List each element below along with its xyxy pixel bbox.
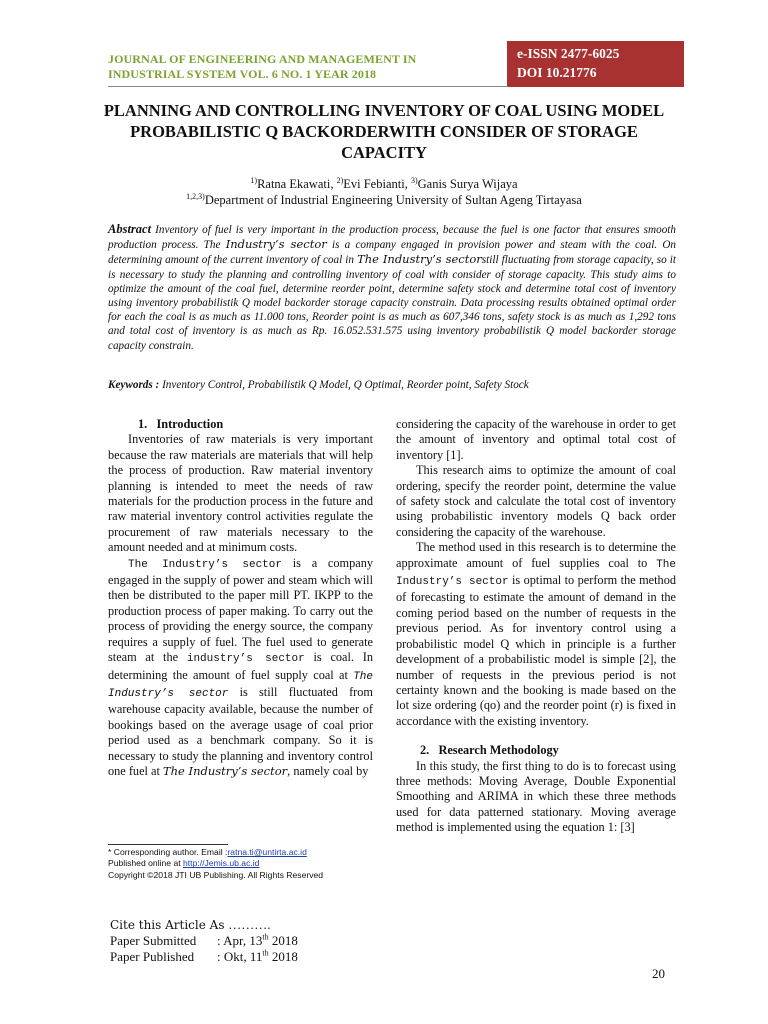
sector-name: The Industry’s sector — [108, 670, 373, 700]
footnote-published — [108, 858, 378, 869]
abstract-label: Abstract — [108, 222, 152, 236]
methodology-paragraph-1: In this study, the first thing to do is to forecast using three methods: Moving Average, Double Exponential Smoothing and ARIMA in which these three methods used for data patterned stationary. Moving average method is implemented using the equation 1: [3] — [396, 758, 676, 835]
journal-name — [108, 52, 498, 82]
intro-paragraph-2 — [108, 556, 373, 780]
submitted-date: : Apr, 13 — [217, 933, 263, 948]
footnotes — [108, 847, 378, 881]
published-year: 2018 — [268, 949, 298, 964]
right-column — [396, 417, 676, 836]
paper-title — [60, 100, 708, 163]
abstract — [108, 222, 676, 353]
section-2-heading: 2. Research Methodology — [420, 743, 559, 758]
journal-name-line1: JOURNAL OF ENGINEERING AND MANAGEMENT IN — [108, 52, 417, 66]
citation-block — [110, 917, 410, 965]
author1-sup: 1) — [250, 175, 258, 185]
sector-name: industry’s sector — [186, 653, 305, 666]
affiliation — [60, 192, 708, 208]
author1: Ratna Ekawati, — [257, 177, 337, 191]
submitted-label: Paper Submitted — [110, 933, 197, 948]
submitted-year: 2018 — [268, 933, 298, 948]
footnote-corresponding — [108, 847, 378, 858]
sector-name: The Industry’s sector — [396, 558, 676, 589]
submitted-row — [110, 933, 410, 949]
submitted-ordinal: th — [262, 932, 269, 942]
keywords-text: Inventory Control, Probabilistik Q Model, Q Optimal, Reorder point, Safety Stock — [159, 379, 529, 391]
footnote-corresponding-label: * Corresponding author. Email : — [108, 847, 228, 857]
doi-text: DOI 10.21776 — [517, 65, 597, 80]
author2-sup: 2) — [336, 175, 344, 185]
keywords-label: Keywords : — [108, 379, 160, 391]
intro-paragraph-1: Inventories of raw materials is very important because the raw materials are materials that will help the process of production. Raw material inventory planning is intended to meet the needs of raw materials for the production process in the future and raw material inventory control activities regulate the procurement of raw materials necessary to the amount needed and at minimum costs. — [108, 432, 373, 555]
title-line3: CAPACITY — [341, 143, 427, 162]
published-ordinal: th — [262, 948, 269, 958]
author-list — [60, 176, 708, 192]
title-line2: PROBABILISTIC Q BACKORDERWITH CONSIDER OF STORAGE — [130, 122, 638, 141]
footnote-copyright: Copyright ©2018 JTI UB Publishing. All Rights Reserved — [108, 869, 324, 880]
intro-paragraph-2-text-a: is a company engaged in the supply of power and steam which will then be distributed to the paper mill PT. IKPP to the production process of paper making. To carry out the process of providing the energy source, the company requires a supply of fuel. The fuel used to generate steam at the — [108, 555, 374, 665]
intro-paragraph-2-text-c: is still fluctuated from warehouse capacity available, because the number of bookings based on the average usage of coal prior period used as a benchmark company. So it is necessary to study the planning and inventory control one fuel at — [108, 684, 373, 778]
abstract-sector-2: The Industry’s sector — [357, 252, 482, 267]
author3-sup: 3) — [410, 175, 418, 185]
affiliation-text: Department of Industrial Engineering University of Sultan Ageng Tirtayasa — [204, 193, 582, 207]
cite-title: Cite this Article As — [110, 918, 229, 932]
published-value — [217, 949, 298, 965]
abstract-text-3: still fluctuating from storage capacity, so it is necessary to study the planning and controlling inventory of coal with consider of storage capacity. This study aims to optimize the amount of the coal fuel, determine reorder point, determine safety stock and determine total cost of inventory using inventory probabilistik Q model backorder storage capacity constrain. Data processing results obtained optimal order for each the coal is as much as 11.000 tons, Reorder point is as much as 607,346 tons, safety stock is as much as 1,292 tons and total cost of inventory is as much as Rp. 16.052.531.575 using inventory probabilistik Q model backorder storage capacity constrain. — [108, 254, 676, 352]
cite-heading — [110, 917, 410, 933]
author2: Evi Febianti, — [343, 177, 411, 191]
footnote-divider — [108, 844, 228, 845]
journal-url-link[interactable]: http://Jemis.ub.ac.id — [183, 858, 260, 869]
intro-paragraph-2-text-d: , namely coal by — [287, 763, 369, 778]
right-paragraph-3-text-b: is optimal to perform the method of forecasting to estimate the amount of demand in the coming period based on the number of requests in the previous period. As for inventory control using a probabilistic model Q which in principle is a further development of a probabilistic model is simple [2], the number of requests in the previous period is not certainty known and the booking is made based on the lot size ordering (qo) and the reorder point (r) is fixed in accordance with the existing inventory. — [396, 573, 677, 728]
published-label: Paper Published — [110, 949, 195, 964]
issn-doi-box — [507, 41, 684, 87]
right-paragraph-3 — [396, 540, 676, 729]
author3: Ganis Surya Wijaya — [417, 177, 518, 191]
intro-paragraph-2-text-b: is coal. In determining the amount of fuel supply coal at — [108, 650, 374, 682]
sector-name: The Industry’s sector — [162, 763, 288, 778]
email-link[interactable]: ratna.ti@untirta.ac.id — [227, 847, 307, 857]
title-line1: PLANNING AND CONTROLLING INVENTORY OF COAL USING MODEL — [103, 101, 665, 120]
right-paragraph-2: This research aims to optimize the amount of coal ordering, specify the reorder point, determine the value of safety stock and calculate the total cost of inventory using probabilistic inventory models Q back order considering the capacity of the warehouse. — [396, 463, 676, 539]
sector-name: The Industry’s sector — [128, 558, 282, 571]
keywords — [108, 378, 676, 392]
published-date: : Okt, 11 — [217, 949, 263, 964]
page-number: 20 — [652, 966, 665, 981]
affiliation-sup: 1,2,3) — [186, 191, 205, 201]
section-1-heading: 1. Introduction — [138, 417, 224, 431]
header-divider — [108, 86, 508, 87]
right-paragraph-1: considering the capacity of the warehouse in order to get the amount of inventory and optimal total cost of inventory [1]. — [396, 417, 676, 462]
abstract-text-2: is a company engaged in provision power and steam with the coal. On determining amount of the current inventory of coal in — [108, 239, 676, 267]
submitted-value — [217, 933, 298, 949]
left-column — [108, 417, 373, 779]
right-paragraph-3-text-a: The method used in this research is to determine the approximate amount of fuel supplies coal to — [396, 540, 676, 570]
footnote-published-label: Published online at — [108, 858, 184, 869]
cite-dots: ………. — [228, 917, 271, 932]
published-row — [110, 949, 410, 965]
journal-name-line2: INDUSTRIAL SYSTEM VOL. 6 NO. 1 YEAR 2018 — [108, 67, 377, 81]
abstract-sector-1: Industry’s sector — [225, 237, 327, 252]
abstract-text-1: Inventory of fuel is very important in the production process, because the fuel is one factor that ensures smooth production process. The — [108, 224, 676, 252]
issn-text: e-ISSN 2477-6025 — [517, 46, 620, 61]
